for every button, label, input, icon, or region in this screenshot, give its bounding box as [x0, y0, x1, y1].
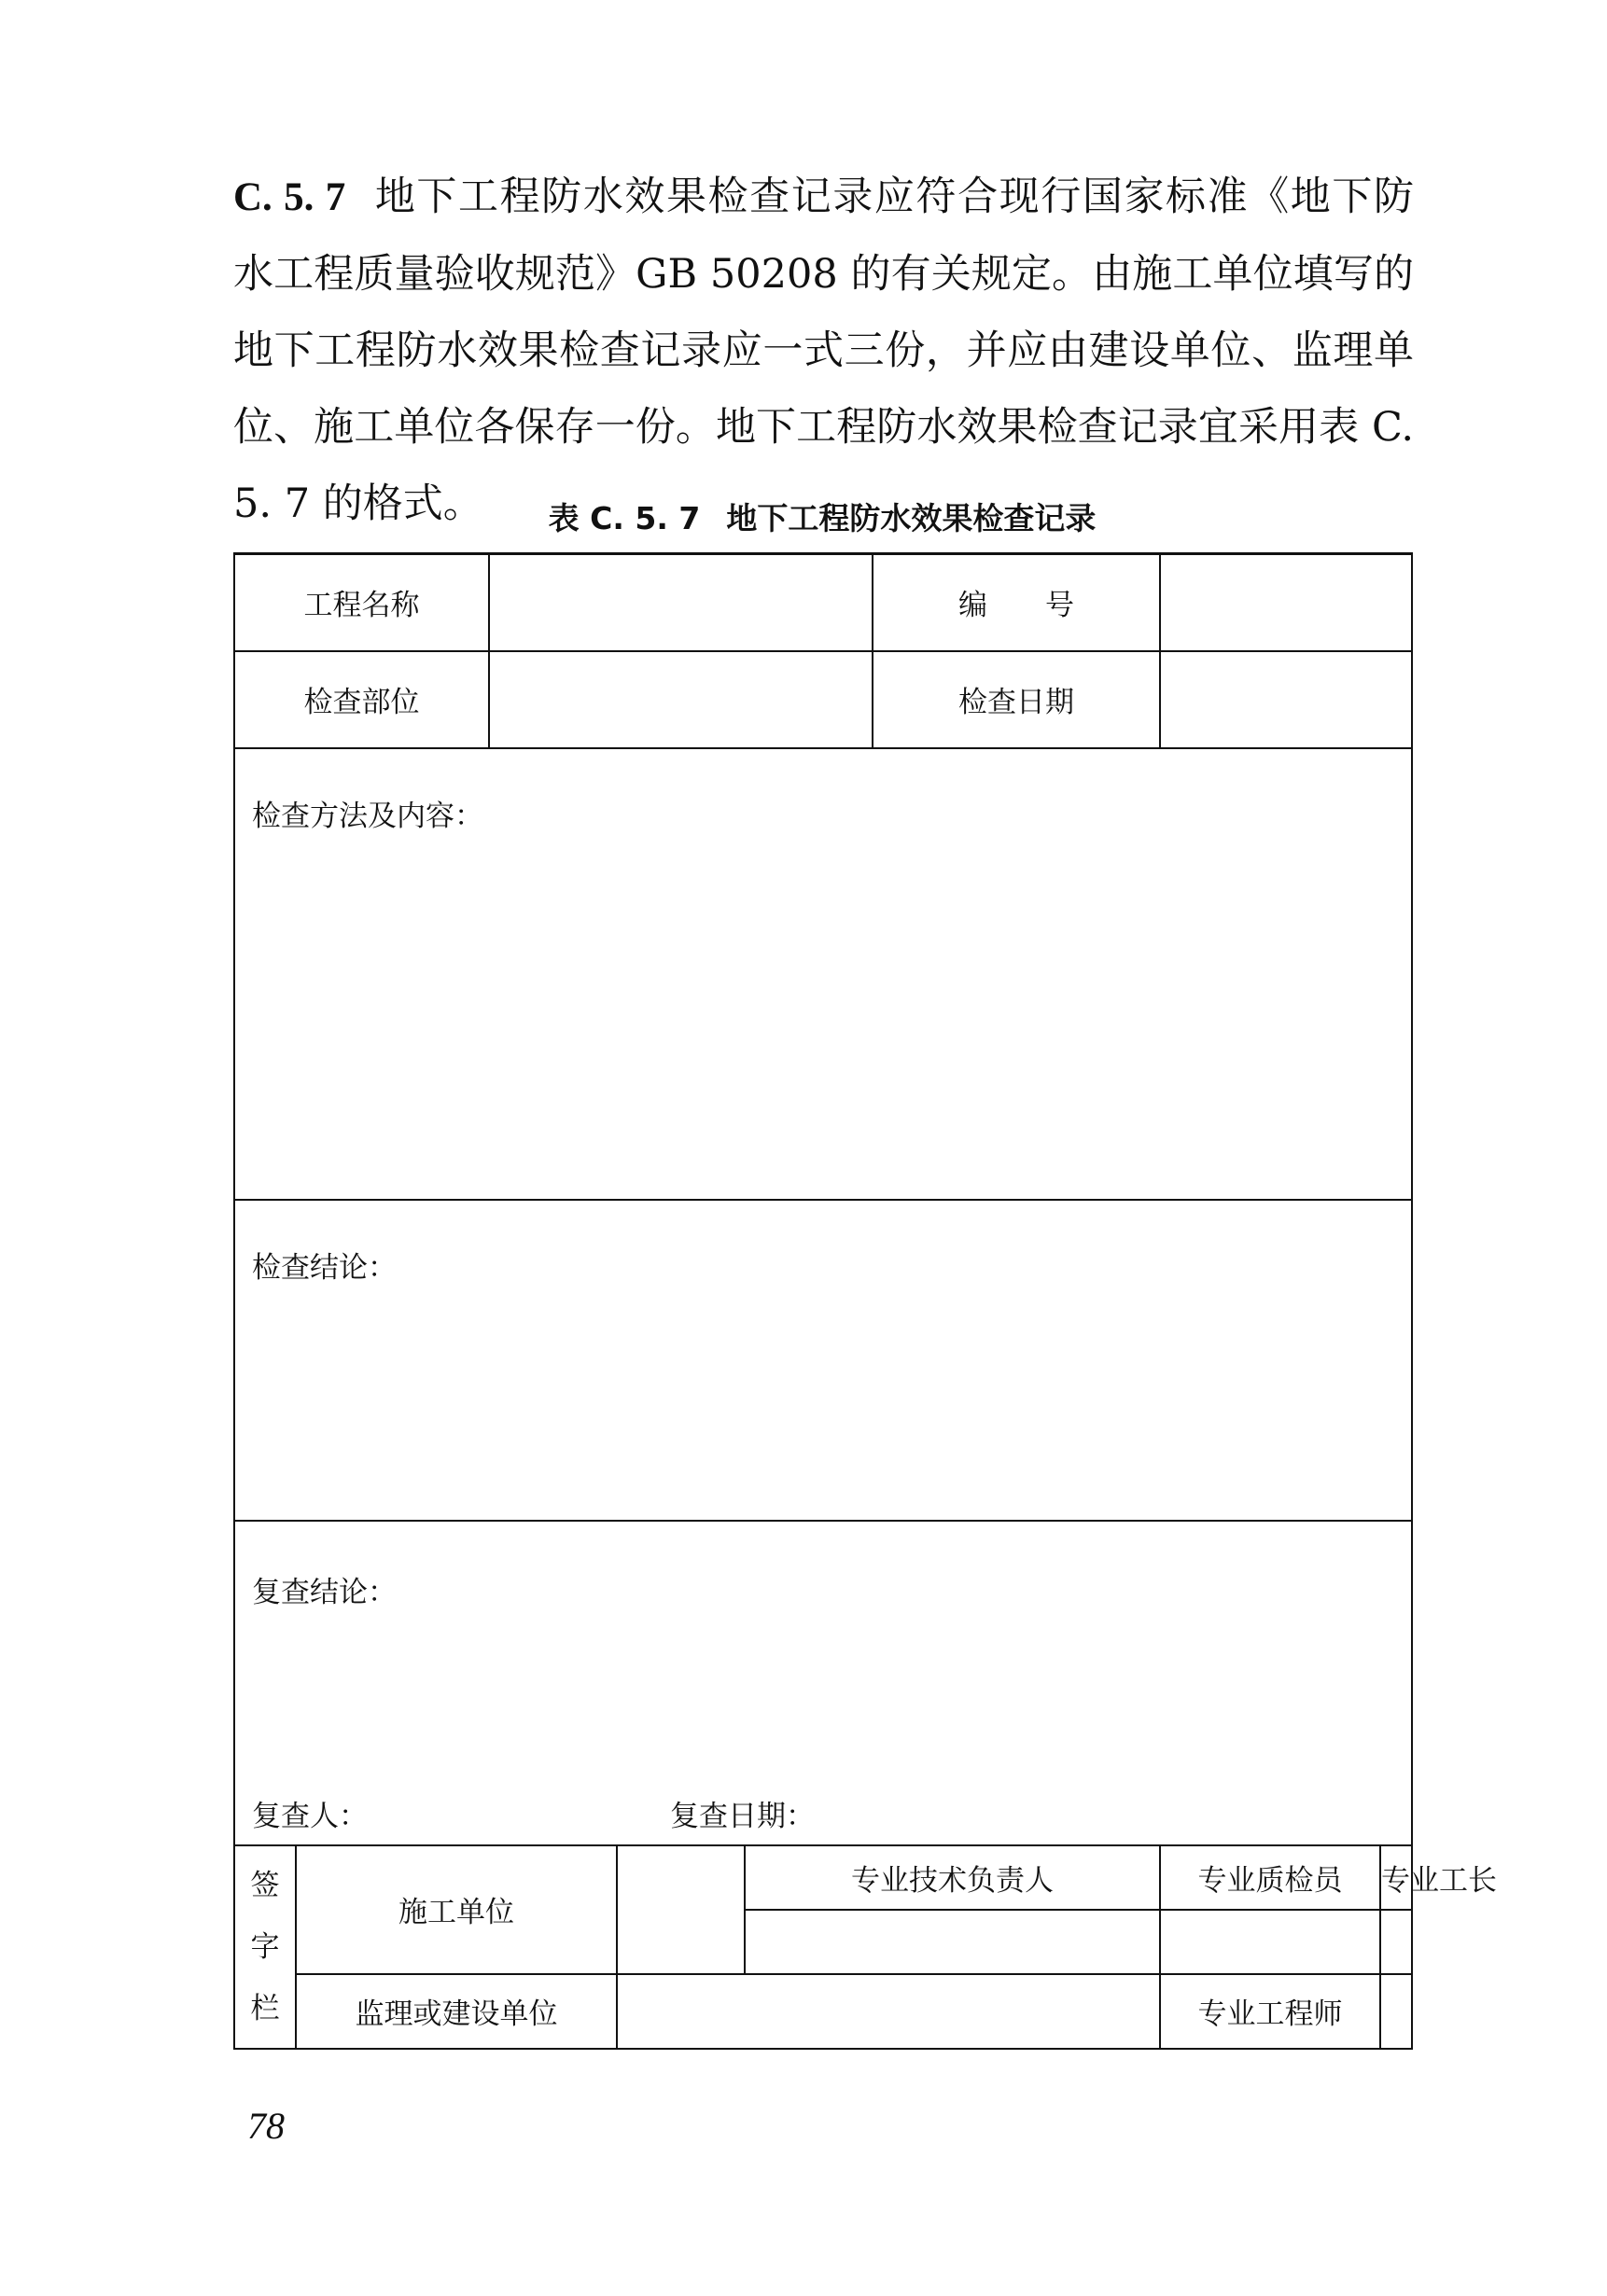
foreman-label: 专业工长 [1380, 1845, 1412, 1910]
method-section [234, 748, 1412, 1200]
table-caption [233, 494, 1411, 538]
number-cell [1160, 554, 1412, 651]
inspection-date-label: 检查日期 [873, 651, 1160, 748]
quality-inspector-signature-cell [1160, 1910, 1380, 1974]
construction-unit-cell [617, 1845, 745, 1974]
supervision-unit-label: 监理或建设单位 [296, 1974, 617, 2049]
signature-column-label: 签 字 栏 [234, 1845, 296, 2049]
reviewer-label: 复查人： [252, 1799, 368, 1833]
review-date-label: 复查日期： [670, 1799, 815, 1833]
number-label: 编 号 [873, 554, 1160, 651]
tech-lead-signature-cell [745, 1910, 1160, 1974]
engineer-signature-cell [1380, 1974, 1412, 2049]
inspection-date-cell [1160, 651, 1412, 748]
conclusion-label: 检查结论： [252, 1250, 397, 1285]
foreman-signature-cell [1380, 1910, 1412, 1974]
supervision-unit-cell [617, 1974, 1160, 2049]
inspection-location-cell [489, 651, 873, 748]
method-label: 检查方法及内容： [252, 799, 483, 833]
project-name-label: 工程名称 [234, 554, 489, 651]
project-name-cell [489, 554, 873, 651]
clause-text: 地下工程防水效果检查记录应符合现行国家标准《地下防水工程质量验收规范》GB 50208 的有关规定。由施工单位填写的地下工程防水效果检查记录应一式三份，并应由建设单位、监理单位、施工单位各保存一份。地下工程防水效果检查记录宜采用表 C. 5. 7 的格式。 [233, 174, 1414, 527]
inspection-location-label: 检查部位 [234, 651, 489, 748]
page-number: 78 [247, 2105, 285, 2147]
engineer-label: 专业工程师 [1160, 1974, 1380, 2049]
inspection-record-form [233, 552, 1498, 2050]
construction-unit-label: 施工单位 [296, 1845, 617, 1974]
clause-number: C. 5. 7 [233, 175, 346, 219]
quality-inspector-label: 专业质检员 [1160, 1845, 1380, 1910]
tech-lead-label: 专业技术负责人 [745, 1845, 1160, 1910]
table-number: 表 C. 5. 7 [548, 500, 701, 536]
table-title: 地下工程防水效果检查记录 [726, 500, 1097, 536]
conclusion-section [234, 1200, 1412, 1521]
clause-paragraph [233, 159, 1414, 542]
review-section [234, 1521, 1412, 1845]
review-conclusion-label: 复查结论： [252, 1575, 397, 1609]
